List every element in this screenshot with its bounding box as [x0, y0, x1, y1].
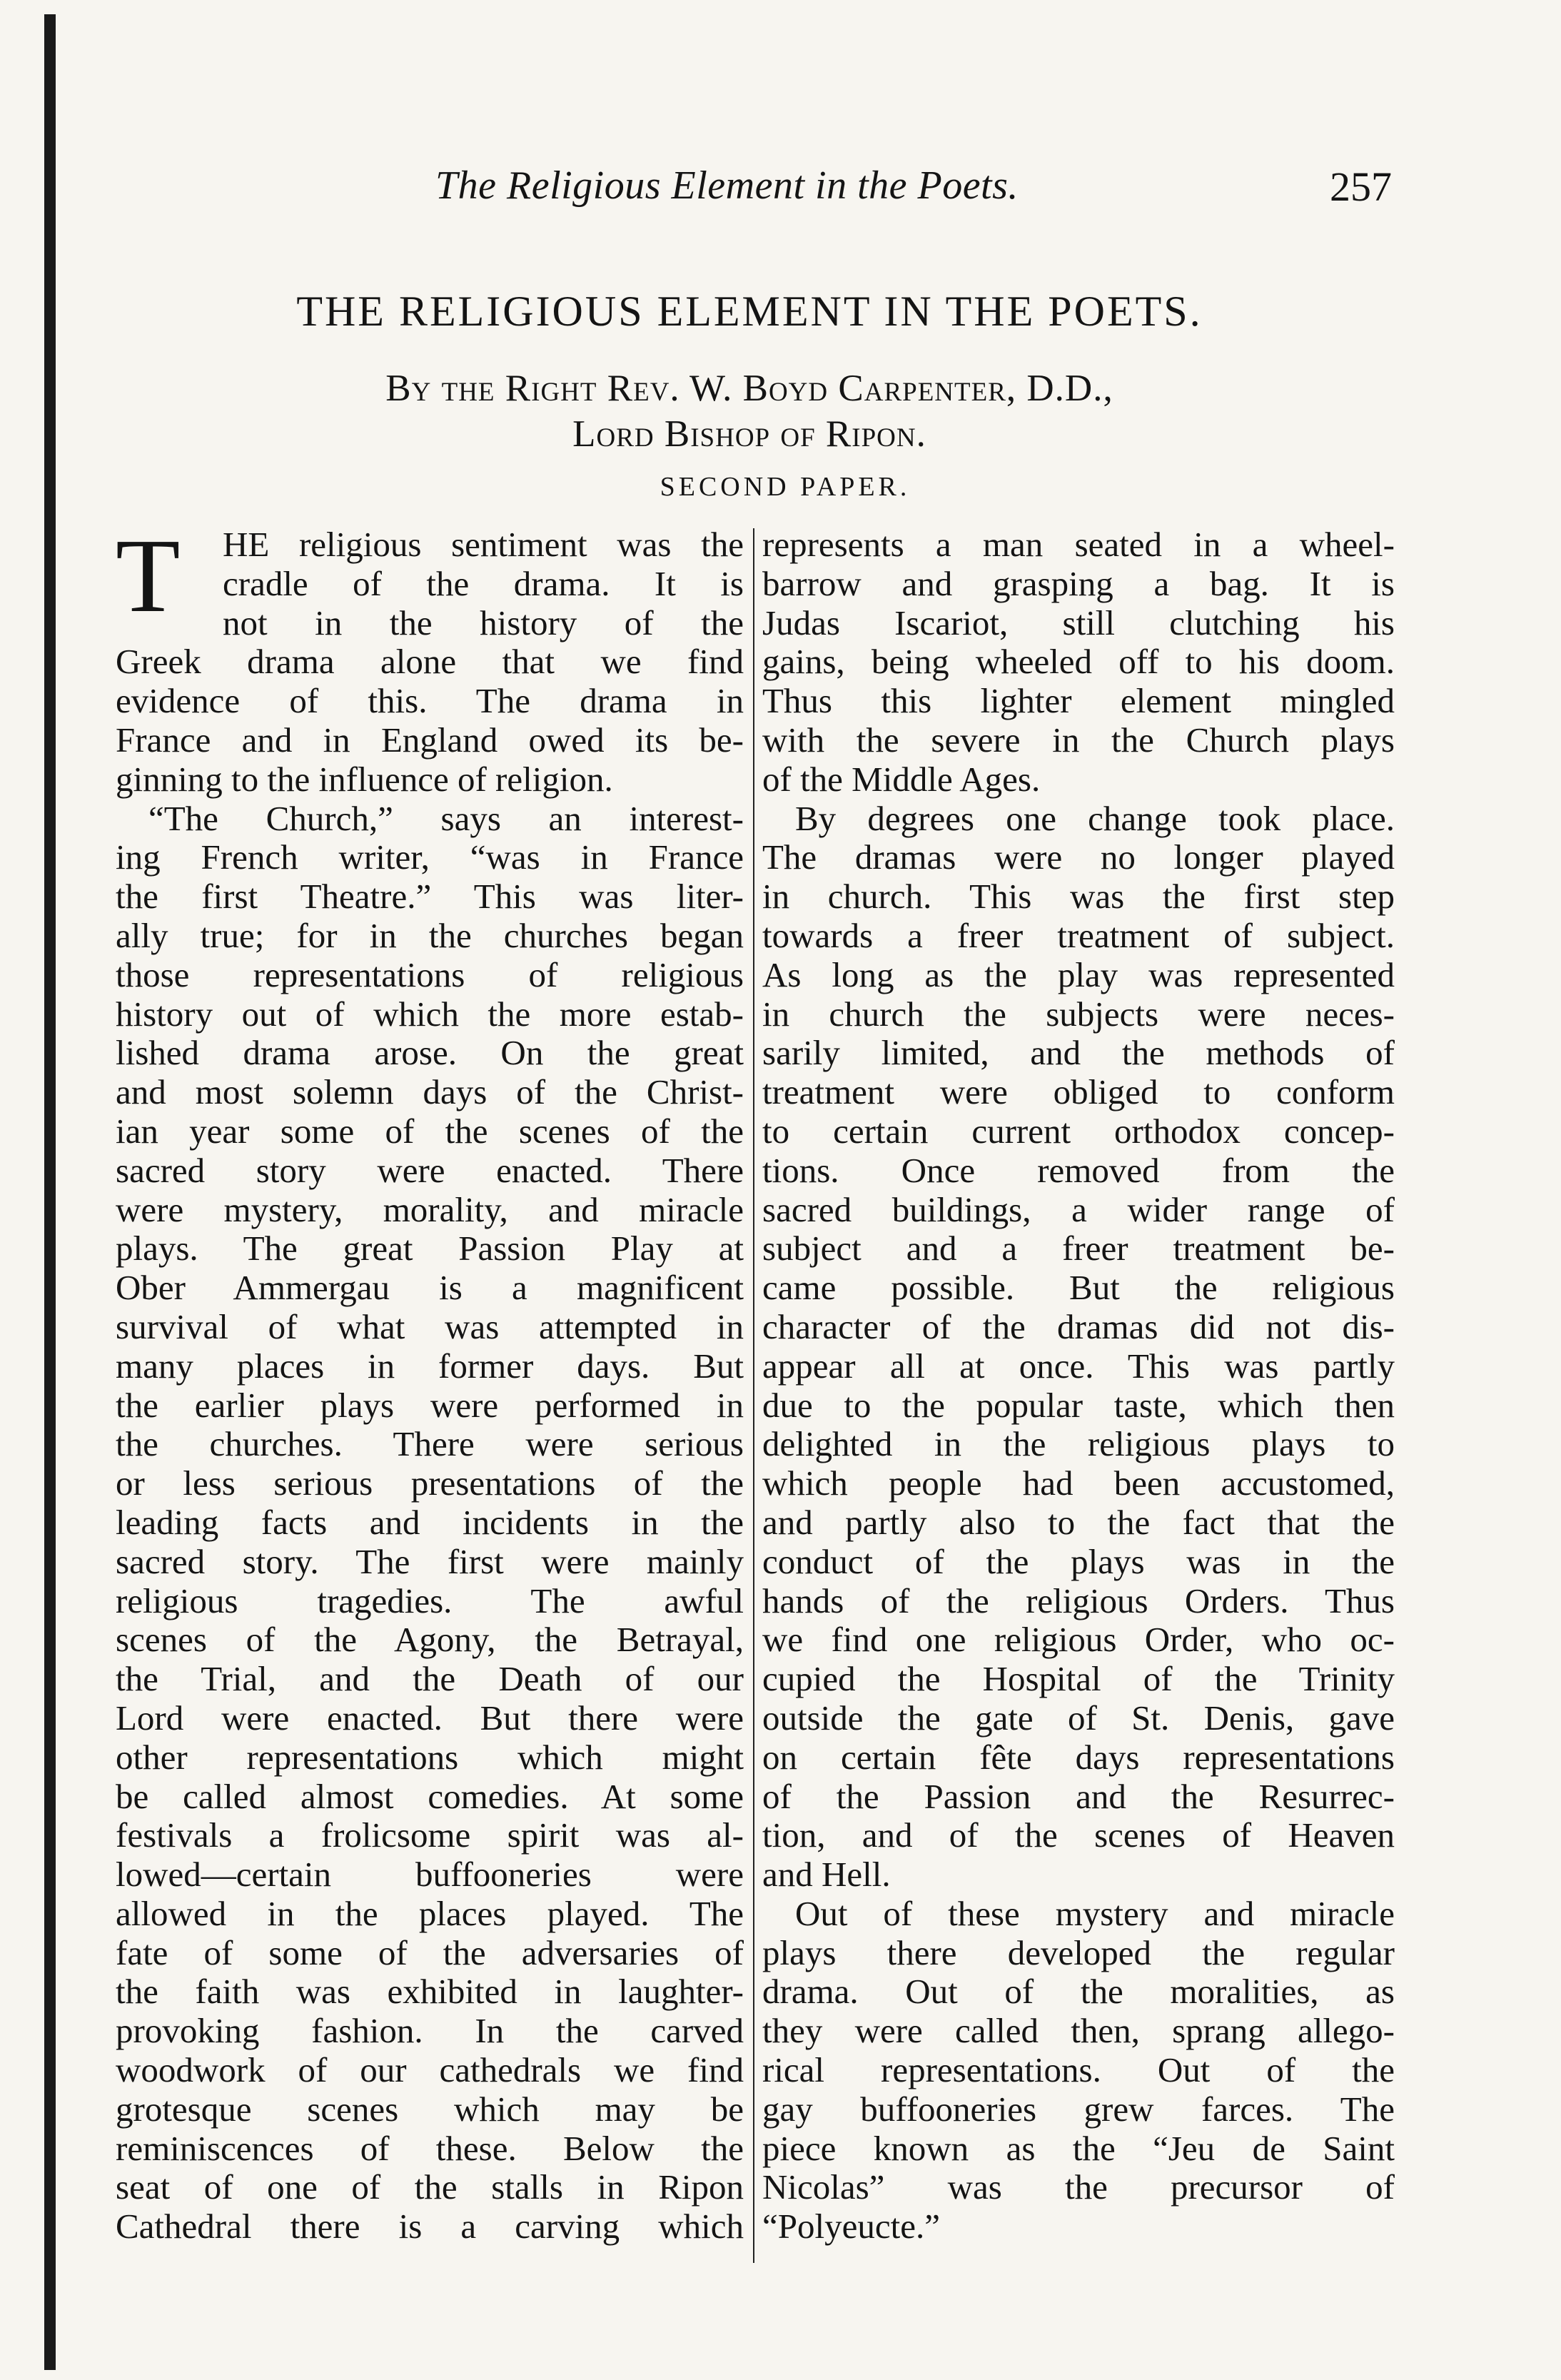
byline-author: By the Right Rev. W. Boyd Carpenter, D.D.,: [385, 368, 1113, 409]
text-line: ing French writer, “was in France: [116, 838, 744, 877]
drop-cap: T: [116, 518, 181, 635]
text-line: As long as the play was represented: [762, 955, 1395, 994]
text-line: of the Middle Ages.: [762, 760, 1041, 799]
text-line: towards a freer treatment of subject.: [762, 916, 1395, 955]
text-line: scenes of the Agony, the Betrayal,: [116, 1620, 744, 1660]
binding-edge: [44, 14, 56, 2370]
text-line: survival of what was attempted in: [116, 1307, 744, 1346]
text-line: sacred story were enacted. There: [116, 1151, 744, 1190]
text-line: and Hell.: [762, 1855, 891, 1895]
text-line: HE religious sentiment was the: [223, 525, 744, 564]
text-line: barrow and grasping a bag. It is: [762, 564, 1395, 603]
text-line: character of the dramas did not dis-: [762, 1307, 1395, 1346]
text-line: in church. This was the first step: [762, 877, 1395, 917]
text-line: “Polyeucte.”: [762, 2207, 940, 2247]
text-line: tions. Once removed from the: [762, 1151, 1395, 1190]
column-rule: [753, 528, 754, 2263]
text-line: the earlier plays were performed in: [116, 1386, 744, 1425]
running-head: [435, 163, 1392, 213]
text-line: tion, and of the scenes of Heaven: [762, 1816, 1395, 1855]
opening-paragraph: [116, 518, 744, 642]
text-line: subject and a freer treatment be-: [762, 1229, 1395, 1269]
text-line: those representations of religious: [116, 955, 744, 994]
text-line: delighted in the religious plays to: [762, 1425, 1395, 1464]
text-line: seat of one of the stalls in Ripon: [116, 2168, 744, 2207]
text-line: lowed—certain buffooneries were: [116, 1855, 744, 1895]
text-line: Cathedral there is a carving which: [116, 2207, 744, 2247]
text-line: festivals a frolicsome spirit was al-: [116, 1816, 744, 1855]
text-line: the Trial, and the Death of our: [116, 1660, 744, 1699]
text-line: appear all at once. This was partly: [762, 1346, 1395, 1386]
text-line: to certain current orthodox concep-: [762, 1111, 1395, 1151]
right-column: [762, 525, 1395, 2247]
text-line: the faith was exhibited in laughter-: [116, 1972, 744, 2012]
text-line: cupied the Hospital of the Trinity: [762, 1660, 1395, 1699]
text-line: piece known as the “Jeu de Saint: [762, 2129, 1395, 2168]
text-line: lished drama arose. On the great: [116, 1034, 744, 1073]
text-line: and partly also to the fact that the: [762, 1503, 1395, 1542]
text-line: plays. The great Passion Play at: [116, 1229, 744, 1269]
text-line: sacred buildings, a wider range of: [762, 1190, 1395, 1229]
text-line: be called almost comedies. At some: [116, 1777, 744, 1816]
text-line: ally true; for in the churches began: [116, 916, 744, 955]
text-line: the first Theatre.” This was liter-: [116, 877, 744, 917]
text-line: grotesque scenes which may be: [116, 2089, 744, 2129]
text-line: plays there developed the regular: [762, 1933, 1395, 1972]
text-line: other representations which might: [116, 1738, 744, 1777]
left-column: [116, 518, 744, 2247]
text-line: The dramas were no longer played: [762, 838, 1395, 877]
text-line: Thus this lighter element mingled: [762, 682, 1395, 721]
text-line: represents a man seated in a wheel-: [762, 525, 1395, 564]
text-line: the churches. There were serious: [116, 1425, 744, 1464]
text-line: rical representations. Out of the: [762, 2051, 1395, 2090]
text-line: evidence of this. The drama in: [116, 682, 744, 721]
text-line: many places in former days. But: [116, 1346, 744, 1386]
text-line: fate of some of the adversaries of: [116, 1933, 744, 1972]
text-line: woodwork of our cathedrals we find: [116, 2051, 744, 2090]
text-line: they were called then, sprang allego-: [762, 2012, 1395, 2051]
text-line: conduct of the plays was in the: [762, 1542, 1395, 1581]
text-line: leading facts and incidents in the: [116, 1503, 744, 1542]
text-line: gay buffooneries grew farces. The: [762, 2089, 1395, 2129]
text-line: provoking fashion. In the carved: [116, 2012, 744, 2051]
paper-label: SECOND PAPER.: [660, 472, 911, 502]
text-line: religious tragedies. The awful: [116, 1581, 744, 1620]
text-line: Judas Iscariot, still clutching his: [762, 603, 1395, 642]
text-line: of the Passion and the Resurrec-: [762, 1777, 1395, 1816]
text-line: Ober Ammergau is a magnificent: [116, 1269, 744, 1308]
text-line: reminiscences of these. Below the: [116, 2129, 744, 2168]
text-line: not in the history of the: [223, 603, 744, 642]
text-line: drama. Out of the moralities, as: [762, 1972, 1395, 2012]
text-line: or less serious presentations of the: [116, 1464, 744, 1503]
text-line: history out of which the more estab-: [116, 994, 744, 1034]
text-line: we find one religious Order, who oc-: [762, 1620, 1395, 1660]
text-line: Lord were enacted. But there were: [116, 1698, 744, 1738]
running-title: The Religious Element in the Poets.: [435, 163, 1019, 208]
text-line: outside the gate of St. Denis, gave: [762, 1698, 1395, 1738]
text-line: France and in England owed its be-: [116, 720, 744, 760]
text-line: were mystery, morality, and miracle: [116, 1190, 744, 1229]
text-line: in church the subjects were neces-: [762, 994, 1395, 1034]
page-number: 257: [1330, 163, 1392, 210]
text-line: Greek drama alone that we find: [116, 642, 744, 682]
text-line: which people had been accustomed,: [762, 1464, 1395, 1503]
text-line: “The Church,” says an interest-: [148, 799, 744, 838]
article-title: THE RELIGIOUS ELEMENT IN THE POETS.: [296, 288, 1203, 335]
text-line: allowed in the places played. The: [116, 1894, 744, 1933]
text-line: Out of these mystery and miracle: [795, 1894, 1395, 1933]
text-line: gains, being wheeled off to his doom.: [762, 642, 1395, 682]
byline: [214, 365, 1285, 457]
byline-office: Lord Bishop of Ripon.: [572, 413, 926, 455]
text-line: By degrees one change took place.: [795, 799, 1395, 838]
text-line: treatment were obliged to conform: [762, 1073, 1395, 1112]
text-line: cradle of the drama. It is: [223, 564, 744, 603]
text-line: and most solemn days of the Christ-: [116, 1073, 744, 1112]
text-line: due to the popular taste, which then: [762, 1386, 1395, 1425]
text-line: Nicolas” was the precursor of: [762, 2168, 1395, 2207]
text-line: ginning to the influence of religion.: [116, 760, 613, 799]
text-line: sacred story. The first were mainly: [116, 1542, 744, 1581]
text-line: sarily limited, and the methods of: [762, 1034, 1395, 1073]
text-line: hands of the religious Orders. Thus: [762, 1581, 1395, 1620]
text-line: ian year some of the scenes of the: [116, 1111, 744, 1151]
text-line: with the severe in the Church plays: [762, 720, 1395, 760]
text-line: on certain fête days representations: [762, 1738, 1395, 1777]
text-line: came possible. But the religious: [762, 1269, 1395, 1308]
